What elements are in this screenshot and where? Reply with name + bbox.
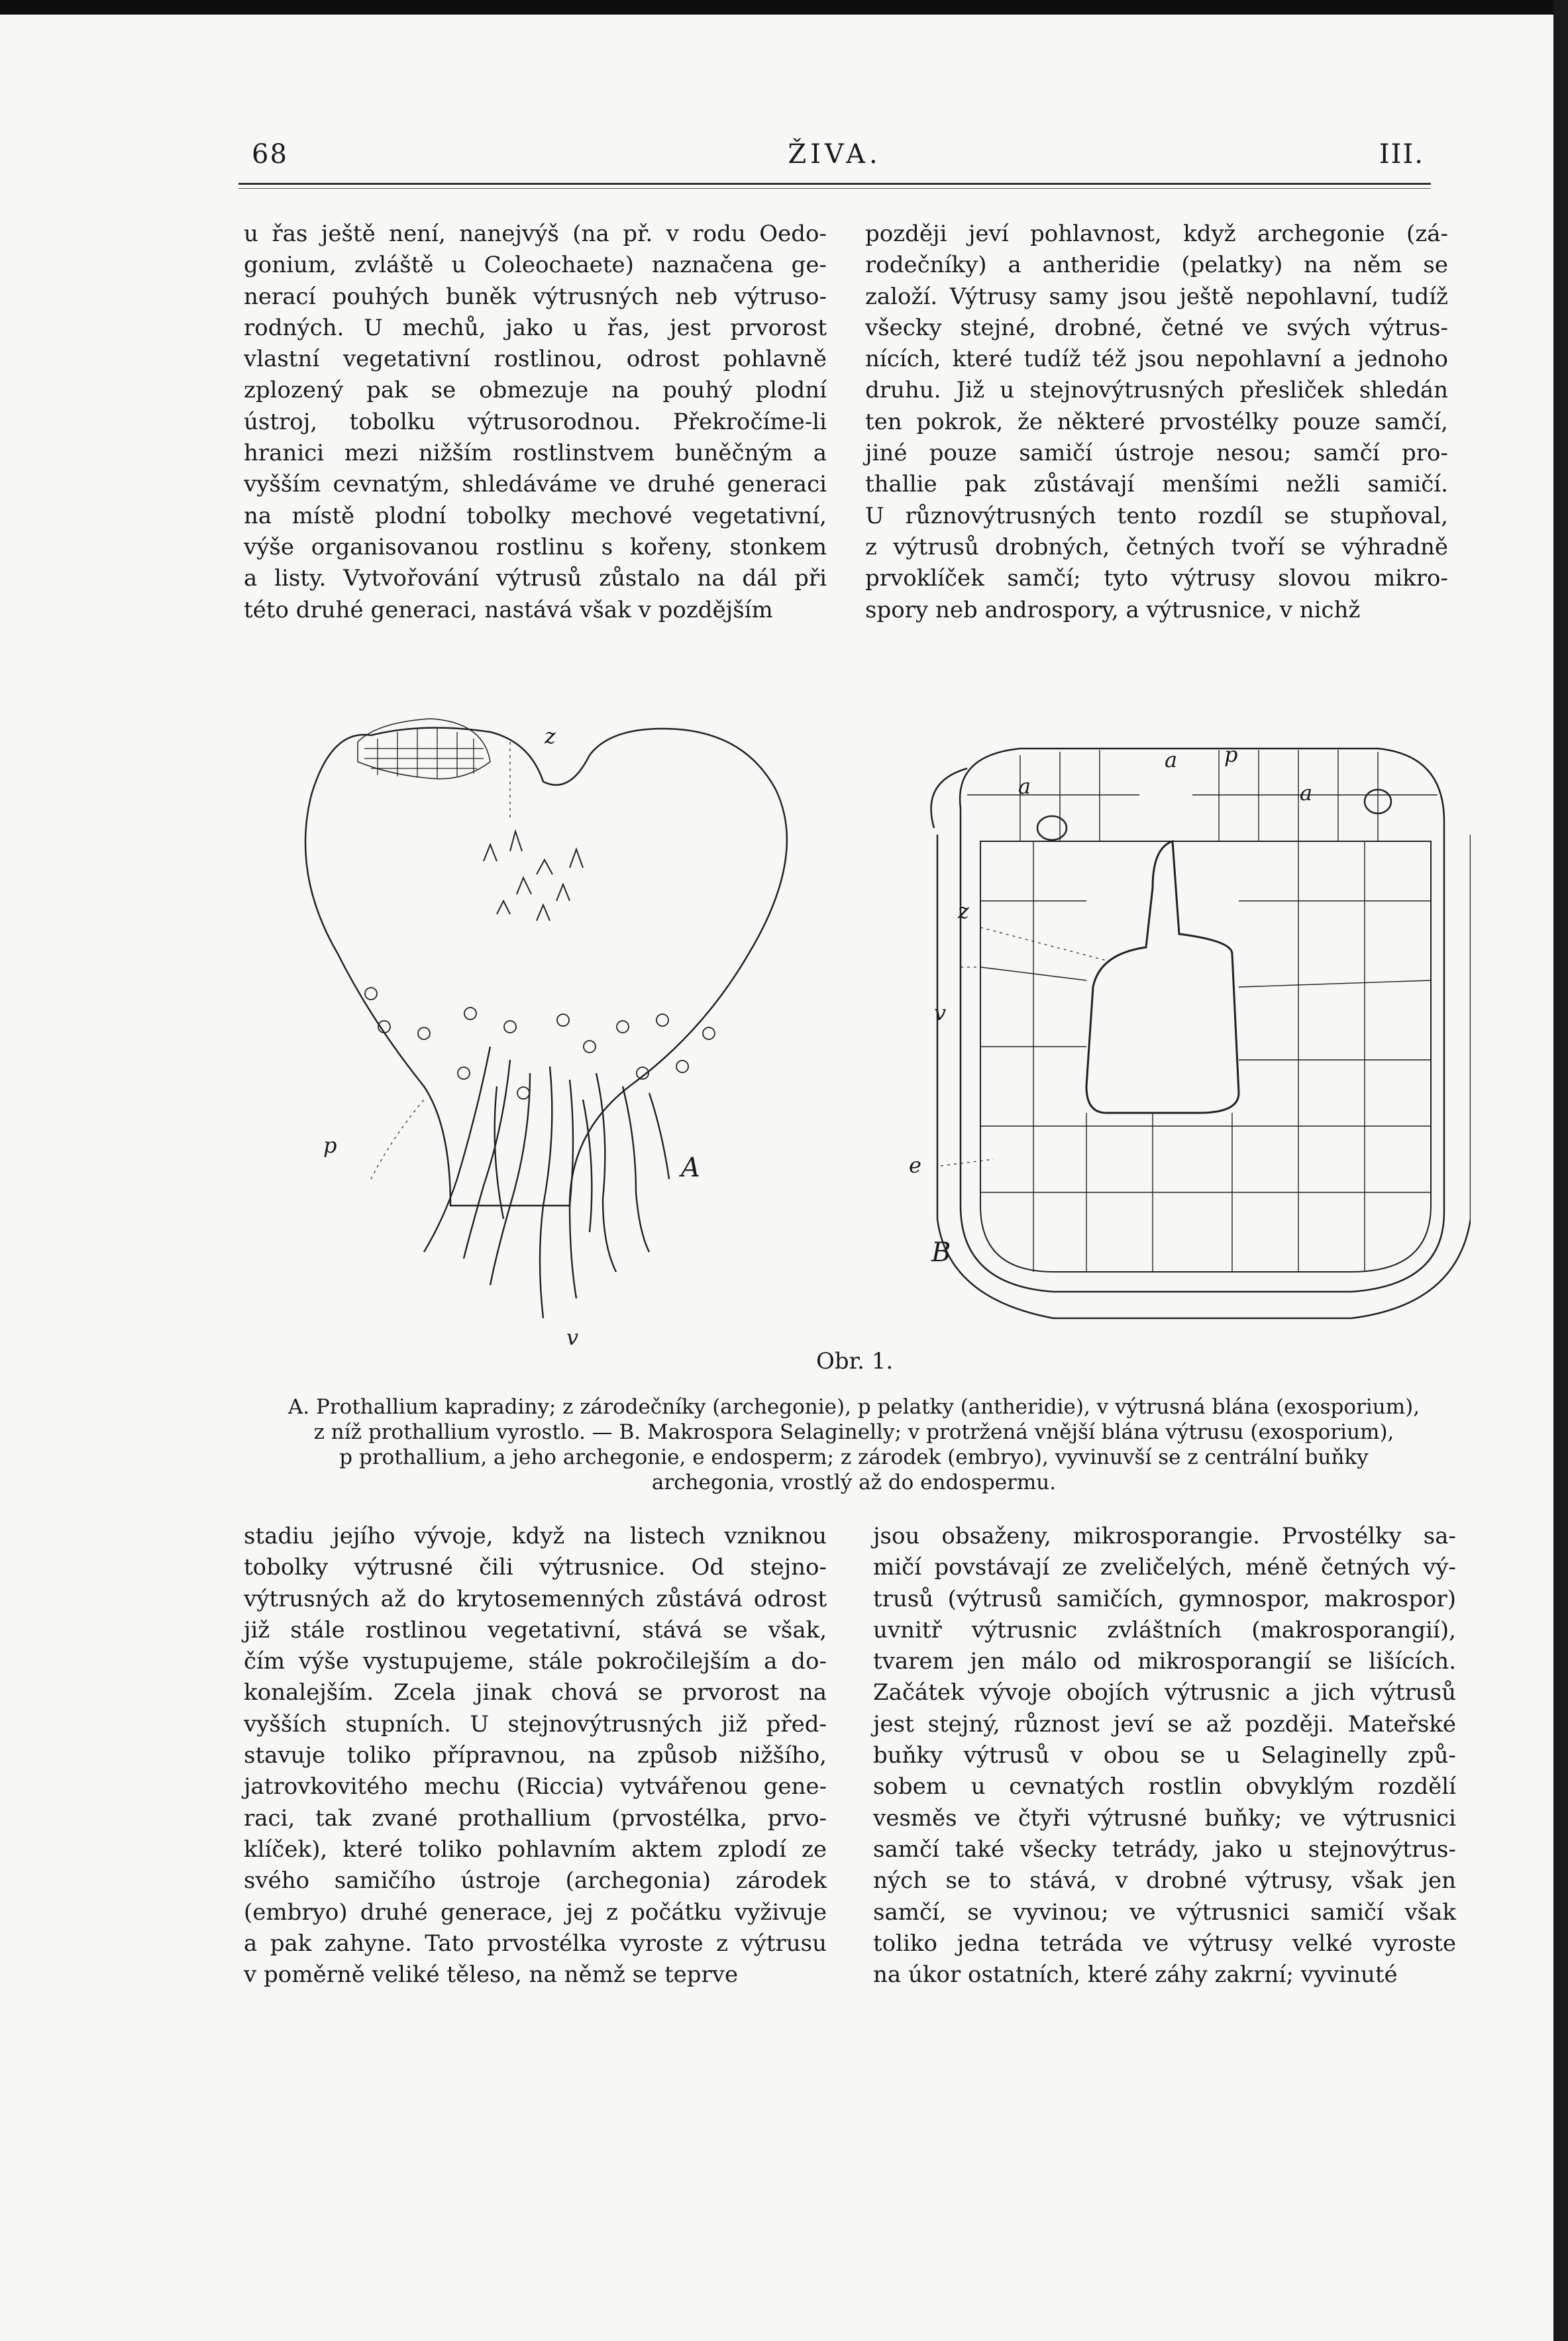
column-top-left-line: gonium, zvláště u Coleochaete) naznačena ge-: [244, 252, 827, 279]
figure-label-a: A: [681, 1153, 700, 1183]
column-top-left-line: u řas ještě není, nanejvýš (na př. v rodu Oedo-: [244, 221, 827, 247]
column-bottom-right-line: toliko jedna tetráda ve výtrusy velké vyroste: [873, 1930, 1456, 1957]
figure-1: [291, 702, 1471, 1384]
column-top-right-line: thallie pak zůstávají menšími nežli samičí.: [865, 471, 1448, 498]
column-top-right-line: spory neb androspory, a výtrusnice, v nichž: [865, 596, 1361, 623]
figure-label-a-small-2: a: [1018, 774, 1031, 799]
column-top-left-line: a listy. Vytvořování výtrusů zůstalo na dál při: [244, 565, 827, 592]
column-top-left-line: výše organisovanou rostlinu s kořeny, stonkem: [244, 533, 827, 560]
column-bottom-right-line: tvarem jen málo od mikrosporangií se lišících.: [873, 1648, 1456, 1675]
column-bottom-left-line: raci, tak zvané prothallium (prvostélka, prvo-: [244, 1804, 827, 1832]
column-bottom-left-line: stavuje toliko přípravnou, na způsob nižšího,: [244, 1742, 827, 1769]
column-top-left-line: nerací pouhých buněk výtrusných neb výtruso-: [244, 283, 827, 310]
column-bottom-left-line: v poměrně veliké těleso, na němž se teprve: [244, 1961, 739, 1989]
figure-caption: [242, 1394, 1465, 1495]
column-top-right-line: druhu. Již u stejnovýtrusných přesliček shledán: [865, 377, 1448, 404]
column-bottom-left-line: konalejším. Zcela jinak chová se prvorost na: [244, 1679, 827, 1706]
column-top-right-line: založí. Výtrusy samy jsou ještě nepohlavní, tudíž: [865, 283, 1448, 310]
figure-label-p-b: p: [1224, 742, 1238, 767]
scan-edge-right: [1553, 0, 1568, 2341]
column-bottom-left-line: čím výše vystupujeme, stále pokročilejším a do-: [244, 1648, 827, 1675]
column-top-left: [244, 219, 827, 626]
column-top-left-line: ústroj, tobolku výtrusorodnou. Překročíme-li: [244, 408, 827, 435]
journal-title: ŽIVA.: [788, 139, 882, 170]
column-bottom-right-line: jest stejný, různost jeví se až později. Mateřské: [873, 1710, 1456, 1738]
column-top-left-line: rodných. U mechů, jako u řas, jest prvorost: [244, 314, 827, 341]
column-top-left-line: vyšším cevnatým, shledáváme ve druhé generaci: [244, 471, 827, 498]
column-bottom-left: [244, 1521, 827, 1991]
column-bottom-right-line: ných se to stává, v drobné výtrusy, však jen: [873, 1867, 1456, 1895]
column-bottom-left-line: již stále rostlinou vegetativní, stává se však,: [244, 1616, 827, 1643]
figure-label-a-small-3: a: [1300, 780, 1313, 806]
column-top-right-line: nících, které tudíž též jsou nepohlavní a jednoho: [865, 346, 1448, 373]
column-bottom-left-line: vyšších stupních. U stejnovýtrusných již před-: [244, 1710, 827, 1738]
column-bottom-right-line: samčí také všecky tetrády, jako u stejnovýtrus-: [873, 1836, 1456, 1863]
column-top-right-line: všecky stejné, drobné, četné ve svých výtrus-: [865, 314, 1448, 341]
volume-number: III.: [1379, 139, 1424, 170]
figure-number: Obr. 1.: [816, 1348, 894, 1375]
caption-line: A. Prothallium kapradiny; z zárodečníky (archegonie), p pelatky (antheridie), v výtrusná blána (exosporium),: [287, 1395, 1420, 1419]
column-bottom-left-line: jatrovkovitého mechu (Riccia) vytvářenou gene-: [244, 1773, 827, 1800]
column-top-left-line: vlastní vegetativní rostlinou, odrost pohlavně: [244, 346, 827, 373]
header-rule-thin: [238, 188, 1431, 189]
column-bottom-right-line: uvnitř výtrusnic zvláštních (makrosporangií),: [873, 1616, 1456, 1643]
figure-label-z-b: z: [958, 898, 969, 923]
column-top-left-line: zplozený pak se obmezuje na pouhý plodní: [244, 377, 827, 404]
column-bottom-right-line: samčí, se vyvinou; ve výtrusnici samičí však: [873, 1899, 1456, 1926]
header-rule: [238, 183, 1431, 185]
column-bottom-right-line: buňky výtrusů v obou se u Selaginelly způ-: [873, 1742, 1456, 1769]
column-top-right-line: prvoklíček samčí; tyto výtrusy slovou mikro-: [865, 565, 1448, 592]
figure-label-v-b: v: [934, 1000, 947, 1025]
column-bottom-left-line: klíček), které toliko pohlavním aktem zplodí ze: [244, 1836, 827, 1863]
figure-illustration: [291, 702, 1471, 1384]
column-bottom-right-line: trusů (výtrusů samičích, gymnospor, makrospor): [873, 1585, 1456, 1612]
caption-line: p prothallium, a jeho archegonie, e endosperm; z zárodek (embryo), vyvinuvší se z centrální buňky: [339, 1445, 1369, 1469]
column-bottom-right-line: na úkor ostatních, které záhy zakrní; vyvinuté: [873, 1961, 1398, 1989]
column-bottom-right-line: jsou obsaženy, mikrosporangie. Prvostélky sa-: [873, 1523, 1456, 1549]
caption-line: archegonia, vrostlý až do endospermu.: [651, 1471, 1057, 1494]
column-top-right-line: U různovýtrusných tento rozdíl se stupňoval,: [865, 502, 1448, 529]
column-bottom-left-line: (embryo) druhé generace, jej z počátku vyživuje: [244, 1899, 827, 1926]
figure-label-e: e: [909, 1153, 921, 1178]
figure-label-b: B: [931, 1237, 951, 1268]
column-top-right: [865, 219, 1448, 626]
column-bottom-right-line: mičí povstávají ze zveličelých, méně četných vý-: [873, 1554, 1456, 1581]
column-bottom-right-line: vesměs ve čtyři výtrusné buňky; ve výtrusnici: [873, 1804, 1456, 1832]
running-header: [238, 139, 1431, 179]
column-top-left-line: hranici mezi nižším rostlinstvem buněčným a: [244, 440, 827, 467]
column-top-left-line: této druhé generaci, nastává však v pozdějším: [244, 596, 773, 623]
column-bottom-left-line: a pak zahyne. Tato prvostélka vyroste z výtrusu: [244, 1930, 827, 1957]
makrospora-illustration: [931, 749, 1471, 1318]
figure-label-v-a: v: [566, 1325, 579, 1350]
column-bottom-left-line: tobolky výtrusné čili výtrusnice. Od stejno-: [244, 1554, 827, 1581]
column-top-right-line: z výtrusů drobných, četných tvoří se výhradně: [865, 533, 1448, 560]
column-bottom-left-line: stadiu jejího vývoje, když na listech vzniknou: [244, 1523, 827, 1549]
column-bottom-right-line: sobem u cevnatých rostlin obvyklým rozdělí: [873, 1773, 1456, 1800]
figure-label-z-a: z: [545, 723, 556, 749]
column-bottom-right-line: Začátek vývoje obojích výtrusnic a jich výtrusů: [873, 1679, 1456, 1706]
page-number: 68: [252, 139, 288, 170]
column-top-left-line: na místě plodní tobolky mechové vegetativní,: [244, 502, 827, 529]
scan-edge-top: [0, 0, 1568, 15]
column-top-right-line: jiné pouze samičí ústroje nesou; samčí pro-: [865, 440, 1448, 467]
figure-label-p-a: p: [323, 1133, 337, 1158]
column-top-right-line: ten pokrok, že některé prvostélky pouze samčí,: [865, 408, 1448, 435]
column-top-right-line: rodečníky) a antheridie (pelatky) na něm se: [865, 252, 1448, 279]
prothallium-illustration: [305, 719, 787, 1318]
column-bottom-left-line: výtrusných až do krytosemenných zůstává odrost: [244, 1585, 827, 1612]
column-bottom-left-line: svého samičího ústroje (archegonia) zárodek: [244, 1867, 827, 1895]
figure-label-a-small-1: a: [1165, 747, 1178, 772]
caption-line: z níž prothallium vyrostlo. — B. Makrospora Selaginelly; v protržená vnější blána výtrusu (exosporium),: [313, 1420, 1394, 1444]
column-top-right-line: později jeví pohlavnost, když archegonie (zá-: [865, 221, 1448, 247]
column-bottom-right: [873, 1521, 1456, 1991]
